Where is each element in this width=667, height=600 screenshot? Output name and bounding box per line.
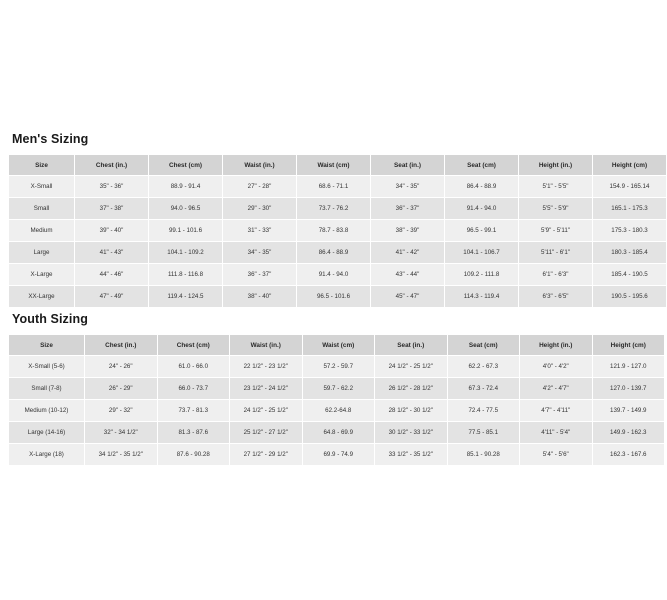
column-header: Height (cm) — [592, 335, 665, 356]
column-header: Chest (cm) — [157, 335, 230, 356]
table-cell: 88.9 - 91.4 — [149, 176, 223, 198]
table-row — [9, 378, 665, 400]
table-cell: 72.4 - 77.5 — [447, 400, 520, 422]
table-cell: 45" - 47" — [371, 286, 445, 308]
column-header: Waist (cm) — [302, 335, 375, 356]
table-cell: 34" - 35" — [223, 242, 297, 264]
table-cell: 6'1" - 6'3" — [519, 264, 593, 286]
table-cell: 73.7 - 81.3 — [157, 400, 230, 422]
youth-sizing-title: Youth Sizing — [12, 312, 88, 326]
table-body — [9, 356, 665, 466]
table-cell: 4'7" - 4'11" — [520, 400, 593, 422]
column-header: Chest (cm) — [149, 155, 223, 176]
table-cell: X-Small — [9, 176, 75, 198]
table-cell: 78.7 - 83.8 — [297, 220, 371, 242]
table-row — [9, 422, 665, 444]
column-header: Height (cm) — [593, 155, 667, 176]
table-header-row — [9, 335, 665, 356]
table-cell: 36" - 37" — [371, 198, 445, 220]
table-cell: 25 1/2" - 27 1/2" — [230, 422, 303, 444]
table-cell: 4'0" - 4'2" — [520, 356, 593, 378]
table-cell: 38" - 40" — [223, 286, 297, 308]
table-cell: 111.8 - 116.8 — [149, 264, 223, 286]
table-cell: 62.2-64.8 — [302, 400, 375, 422]
mens-sizing-title: Men's Sizing — [12, 132, 89, 146]
table-cell: Large (14-16) — [9, 422, 85, 444]
mens-sizing-table — [8, 154, 667, 308]
table-cell: 69.9 - 74.9 — [302, 444, 375, 466]
table-cell: 28 1/2" - 30 1/2" — [375, 400, 448, 422]
table-cell: 180.3 - 185.4 — [593, 242, 667, 264]
table-cell: 104.1 - 109.2 — [149, 242, 223, 264]
table-cell: Medium — [9, 220, 75, 242]
column-header: Size — [9, 335, 85, 356]
table-cell: 149.9 - 162.3 — [592, 422, 665, 444]
table-cell: 26 1/2" - 28 1/2" — [375, 378, 448, 400]
table-row — [9, 286, 667, 308]
mens-sizing-table-container — [8, 154, 667, 308]
table-cell: 127.0 - 139.7 — [592, 378, 665, 400]
table-cell: X-Large (18) — [9, 444, 85, 466]
youth-sizing-table-container — [8, 334, 665, 466]
table-row — [9, 198, 667, 220]
table-cell: 154.9 - 165.14 — [593, 176, 667, 198]
table-header-row — [9, 155, 667, 176]
table-cell: 162.3 - 167.6 — [592, 444, 665, 466]
table-cell: 175.3 - 180.3 — [593, 220, 667, 242]
table-cell: 5'9" - 5'11" — [519, 220, 593, 242]
table-cell: 139.7 - 149.9 — [592, 400, 665, 422]
table-cell: 32" - 34 1/2" — [85, 422, 158, 444]
column-header: Seat (cm) — [445, 155, 519, 176]
table-header — [9, 335, 665, 356]
column-header: Seat (cm) — [447, 335, 520, 356]
table-cell: 26" - 29" — [85, 378, 158, 400]
table-cell: 104.1 - 106.7 — [445, 242, 519, 264]
table-cell: 29" - 30" — [223, 198, 297, 220]
column-header: Seat (in.) — [375, 335, 448, 356]
table-cell: 59.7 - 62.2 — [302, 378, 375, 400]
column-header: Waist (cm) — [297, 155, 371, 176]
table-cell: 43" - 44" — [371, 264, 445, 286]
column-header: Chest (in.) — [75, 155, 149, 176]
table-cell: 4'2" - 4'7" — [520, 378, 593, 400]
table-cell: 77.5 - 85.1 — [447, 422, 520, 444]
table-header — [9, 155, 667, 176]
table-row — [9, 400, 665, 422]
table-cell: 24 1/2" - 25 1/2" — [230, 400, 303, 422]
table-cell: X-Large — [9, 264, 75, 286]
table-cell: 185.4 - 190.5 — [593, 264, 667, 286]
table-cell: 94.0 - 96.5 — [149, 198, 223, 220]
column-header: Height (in.) — [520, 335, 593, 356]
table-cell: 29" - 32" — [85, 400, 158, 422]
table-cell: 73.7 - 76.2 — [297, 198, 371, 220]
table-cell: 96.5 - 101.6 — [297, 286, 371, 308]
table-cell: 99.1 - 101.6 — [149, 220, 223, 242]
table-cell: 64.8 - 69.9 — [302, 422, 375, 444]
table-row — [9, 264, 667, 286]
table-cell: 27 1/2" - 29 1/2" — [230, 444, 303, 466]
table-cell: 33 1/2" - 35 1/2" — [375, 444, 448, 466]
table-row — [9, 242, 667, 264]
table-cell: Medium (10-12) — [9, 400, 85, 422]
table-cell: Small — [9, 198, 75, 220]
table-cell: 22 1/2" - 23 1/2" — [230, 356, 303, 378]
table-cell: 66.0 - 73.7 — [157, 378, 230, 400]
table-cell: 5'1" - 5'5" — [519, 176, 593, 198]
table-cell: 57.2 - 59.7 — [302, 356, 375, 378]
column-header: Waist (in.) — [230, 335, 303, 356]
table-row — [9, 444, 665, 466]
table-cell: 44" - 46" — [75, 264, 149, 286]
table-row — [9, 176, 667, 198]
table-cell: 165.1 - 175.3 — [593, 198, 667, 220]
table-cell: 121.9 - 127.0 — [592, 356, 665, 378]
table-cell: 24" - 26" — [85, 356, 158, 378]
column-header: Chest (in.) — [85, 335, 158, 356]
table-cell: X-Small (5-6) — [9, 356, 85, 378]
table-cell: 86.4 - 88.9 — [445, 176, 519, 198]
table-cell: Small (7-8) — [9, 378, 85, 400]
table-cell: Large — [9, 242, 75, 264]
table-cell: 41" - 42" — [371, 242, 445, 264]
table-cell: 39" - 40" — [75, 220, 149, 242]
table-cell: 62.2 - 67.3 — [447, 356, 520, 378]
table-cell: XX-Large — [9, 286, 75, 308]
youth-sizing-table — [8, 334, 665, 466]
table-cell: 41" - 43" — [75, 242, 149, 264]
table-cell: 37" - 38" — [75, 198, 149, 220]
table-cell: 81.3 - 87.6 — [157, 422, 230, 444]
table-cell: 68.6 - 71.1 — [297, 176, 371, 198]
table-body — [9, 176, 667, 308]
table-cell: 86.4 - 88.9 — [297, 242, 371, 264]
column-header: Height (in.) — [519, 155, 593, 176]
table-cell: 91.4 - 94.0 — [297, 264, 371, 286]
table-cell: 85.1 - 90.28 — [447, 444, 520, 466]
table-cell: 35" - 36" — [75, 176, 149, 198]
table-cell: 27" - 28" — [223, 176, 297, 198]
table-cell: 61.0 - 66.0 — [157, 356, 230, 378]
table-row — [9, 356, 665, 378]
table-cell: 5'11" - 6'1" — [519, 242, 593, 264]
column-header: Seat (in.) — [371, 155, 445, 176]
table-cell: 34" - 35" — [371, 176, 445, 198]
table-cell: 6'3" - 6'5" — [519, 286, 593, 308]
table-cell: 119.4 - 124.5 — [149, 286, 223, 308]
table-cell: 67.3 - 72.4 — [447, 378, 520, 400]
table-cell: 24 1/2" - 25 1/2" — [375, 356, 448, 378]
table-cell: 30 1/2" - 33 1/2" — [375, 422, 448, 444]
table-cell: 23 1/2" - 24 1/2" — [230, 378, 303, 400]
table-row — [9, 220, 667, 242]
table-cell: 87.6 - 90.28 — [157, 444, 230, 466]
table-cell: 36" - 37" — [223, 264, 297, 286]
column-header: Waist (in.) — [223, 155, 297, 176]
table-cell: 38" - 39" — [371, 220, 445, 242]
table-cell: 5'5" - 5'9" — [519, 198, 593, 220]
table-cell: 114.3 - 119.4 — [445, 286, 519, 308]
table-cell: 34 1/2" - 35 1/2" — [85, 444, 158, 466]
column-header: Size — [9, 155, 75, 176]
table-cell: 190.5 - 195.6 — [593, 286, 667, 308]
table-cell: 96.5 - 99.1 — [445, 220, 519, 242]
table-cell: 5'4" - 5'6" — [520, 444, 593, 466]
table-cell: 109.2 - 111.8 — [445, 264, 519, 286]
table-cell: 31" - 33" — [223, 220, 297, 242]
table-cell: 47" - 49" — [75, 286, 149, 308]
table-cell: 91.4 - 94.0 — [445, 198, 519, 220]
table-cell: 4'11" - 5'4" — [520, 422, 593, 444]
